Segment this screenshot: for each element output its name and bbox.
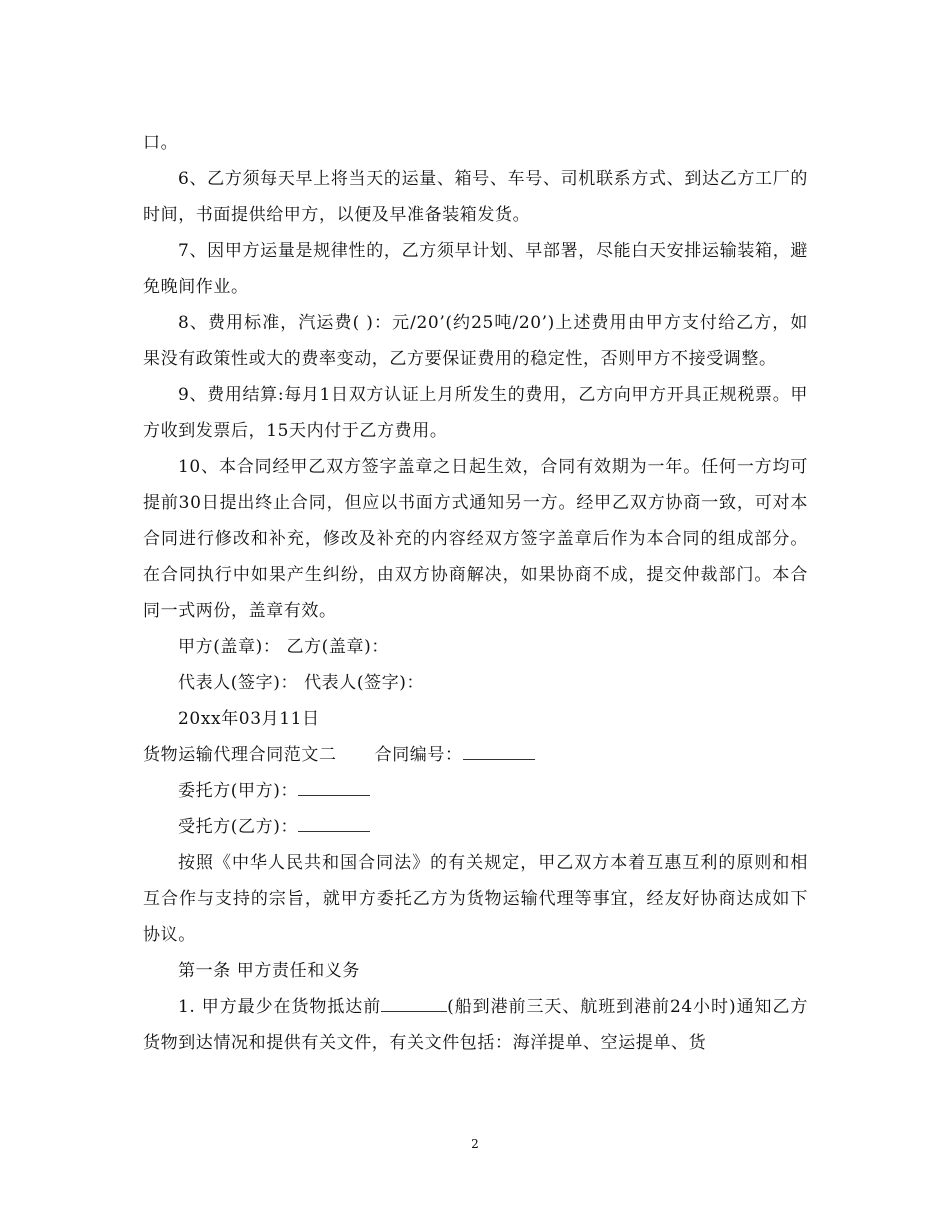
paragraph-clause-7: 7、因甲方运量是规律性的，乙方须早计划、早部署，尽能白天安排运输装箱，避免晚间作业。 [143,241,808,297]
second-contract-heading [143,737,808,773]
paragraph-article-1-item-1 [143,989,808,1061]
arrival-days-blank [381,991,447,1012]
document-body [143,125,808,1061]
paragraph-clause-8: 8、费用标准，汽运费( )：元/20’(约25吨/20’)上述费用由甲方支付给乙方，如果没有政策性或大的费率变动，乙方要保证费用的稳定性，否则甲方不接受调整。 [143,313,808,369]
date-line: 20xx年03月11日 [178,709,320,729]
second-contract-title: 货物运输代理合同范文二 [143,745,337,765]
agent-line [143,809,808,845]
agent-label: 受托方(乙方)： [178,817,299,837]
signature-line: 代表人(签字)： 代表人(签字)： [178,673,425,693]
paragraph-clause-6: 6、乙方须每天早上将当天的运量、箱号、车号、司机联系方式、到达乙方工厂的时间，书面提供给甲方，以便及早准备装箱发货。 [143,169,808,225]
agent-blank [298,811,370,832]
client-label: 委托方(甲方)： [178,781,299,801]
paragraph-clause-9: 9、费用结算:每月1日双方认证上月所发生的费用，乙方向甲方开具正规税票。甲方收到发票后，15天内付于乙方费用。 [143,385,808,441]
paragraph-preamble: 按照《中华人民共和国合同法》的有关规定，甲乙双方本着互惠互利的原则和相互合作与支持的宗旨，就甲方委托乙方为货物运输代理等事宜，经友好协商达成如下协议。 [143,853,808,945]
clause1-after-blank: (船到港前三天、航班到港前24小时)通知乙方货物到达情况和提供有关文件，有关文件包括：海洋提单、空运提单、货 [143,997,808,1053]
article-1-heading: 第一条 甲方责任和义务 [178,961,361,981]
client-blank [298,775,370,796]
paragraph-clause-10: 10、本合同经甲乙双方签字盖章之日起生效，合同有效期为一年。任何一方均可提前30日提出终止合同，但应以书面方式通知另一方。经甲乙双方协商一致，可对本合同进行修改和补充，修改及补充的内容经双方签字盖章后作为本合同的组成部分。在合同执行中如果产生纠纷，由双方协商解决，如果协商不成，提交仲裁部门。本合同一式两份，盖章有效。 [143,457,808,621]
seal-line: 甲方(盖章)： 乙方(盖章)： [178,637,389,657]
page-number: 2 [471,1137,479,1151]
paragraph-continuation: 口。 [143,133,179,153]
client-line [143,773,808,809]
contract-number-label: 合同编号： [374,745,463,765]
contract-number-blank [463,739,535,760]
clause1-before-blank: 1. 甲方最少在货物抵达前 [178,997,382,1017]
